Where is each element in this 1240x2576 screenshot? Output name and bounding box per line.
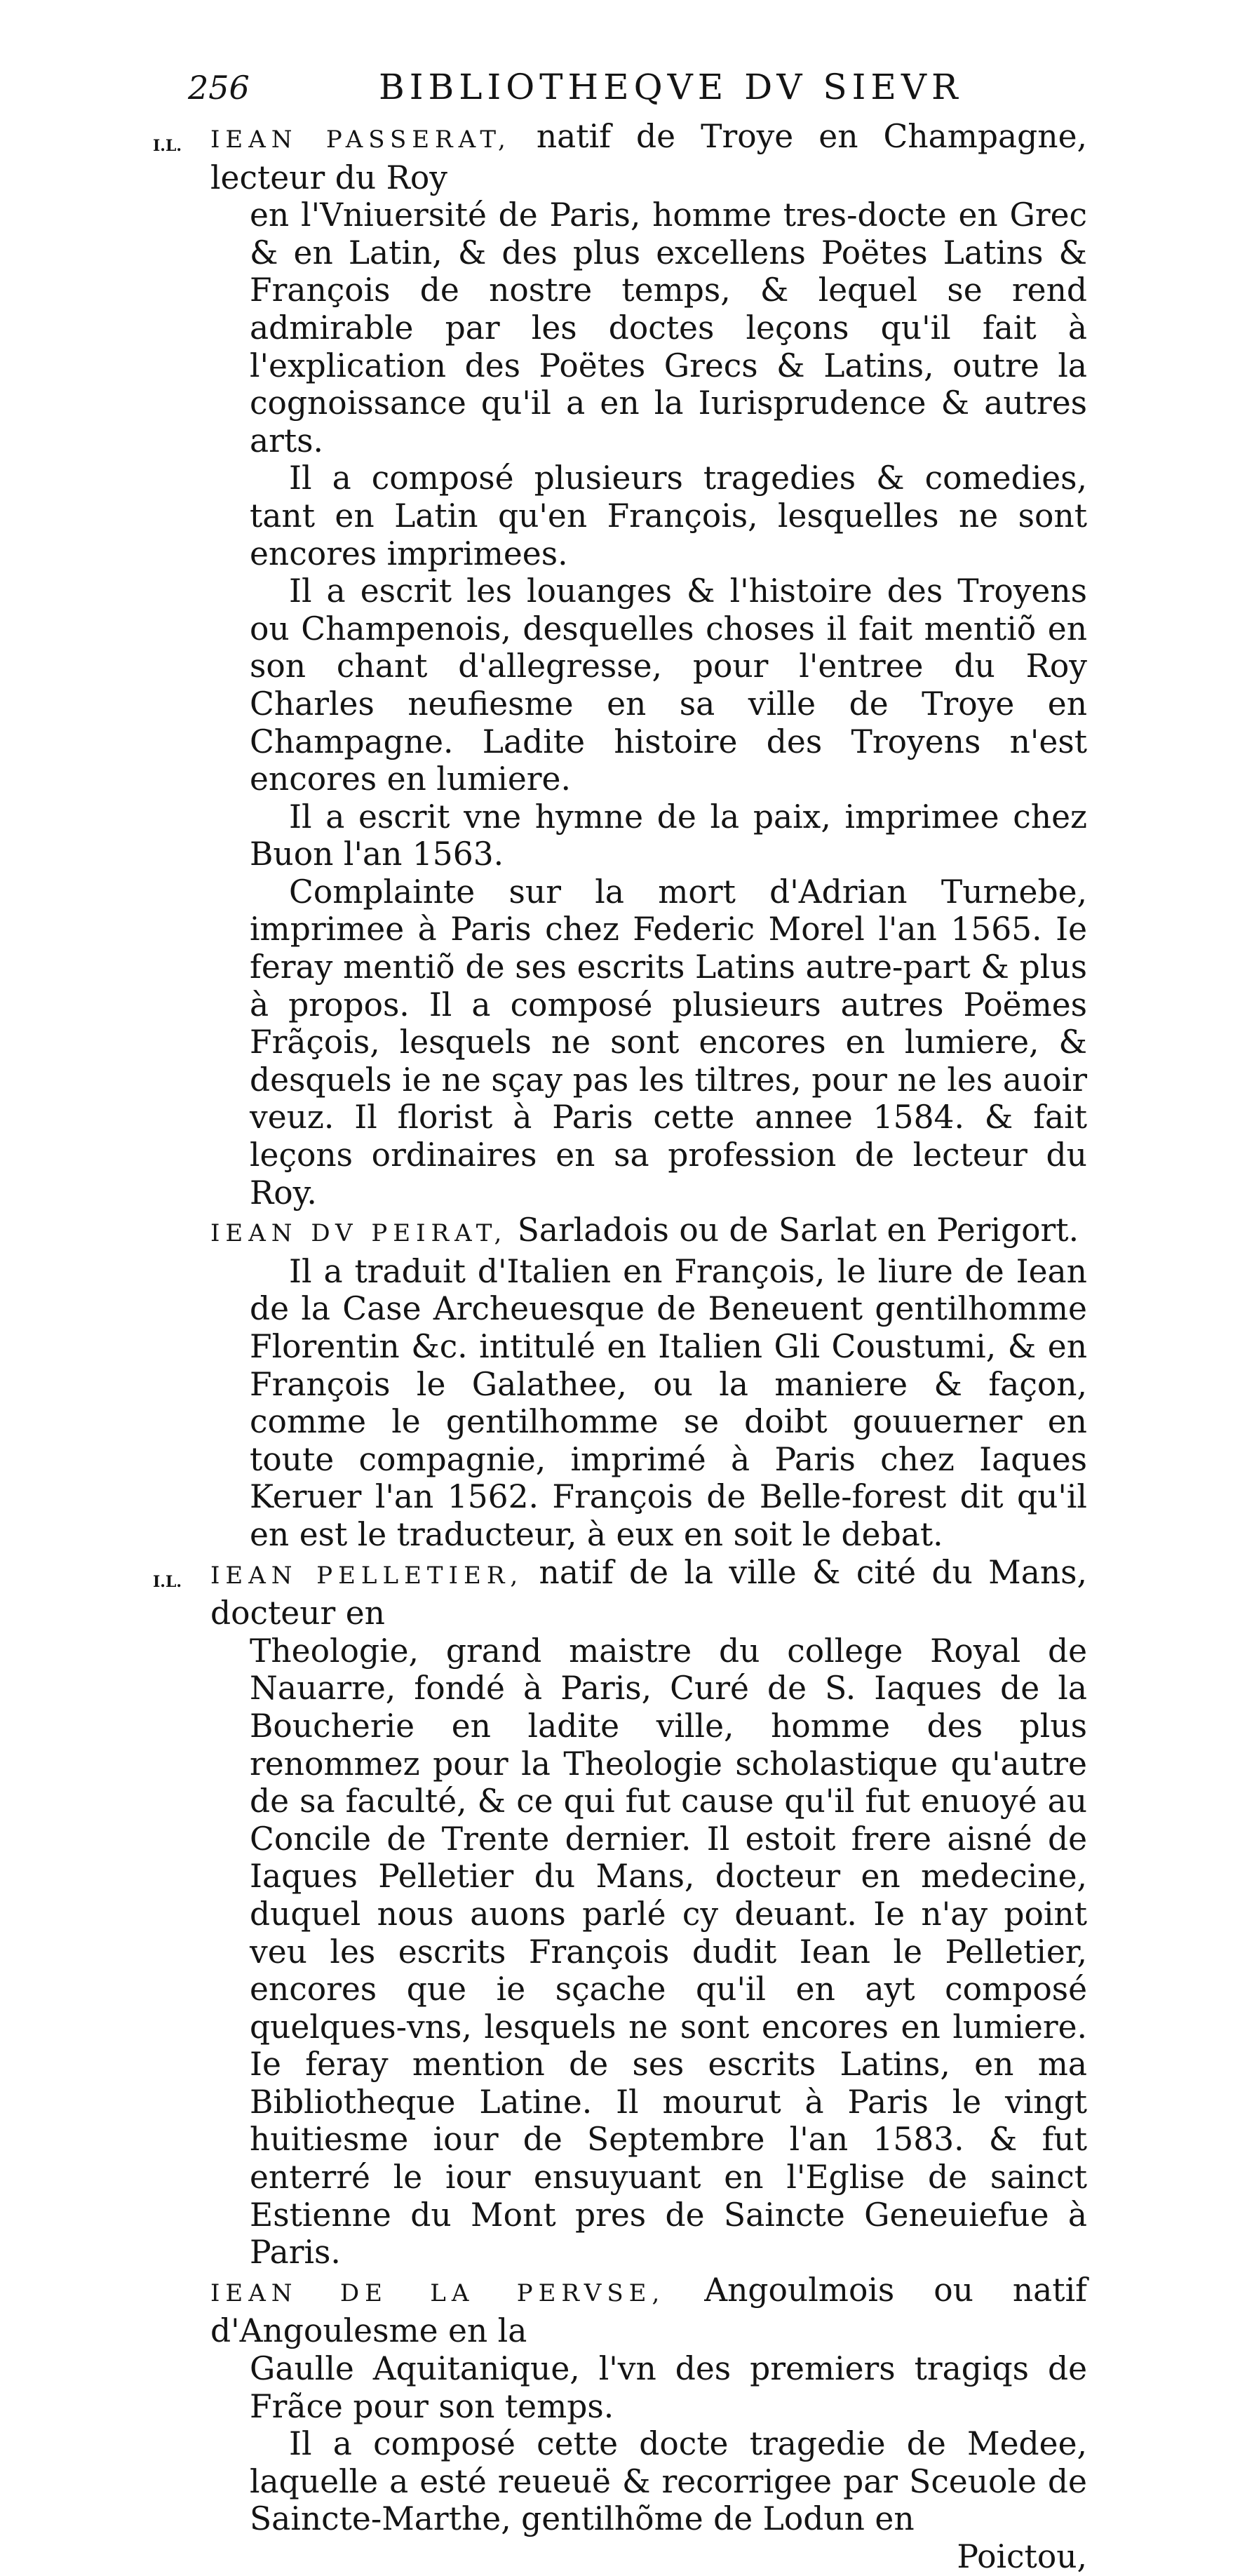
body-text (153, 118, 1088, 2576)
paragraph: Il a composé cette docte tragedie de Medee, laquelle a esté reueuë & recorrigee par Sceuole de Saincte-Marthe, gentilhõme de Lodun en (250, 2425, 1087, 2538)
margin-note: I.L. (153, 137, 182, 155)
author-name: IEAN DE LA PERVSE, (210, 2279, 666, 2307)
paragraph: Il a escrit vne hymne de la paix, imprimee chez Buon l'an 1563. (250, 798, 1087, 873)
author-name: IEAN PASSERAT, (210, 126, 511, 154)
author-name: IEAN DV PEIRAT, (210, 1219, 508, 1248)
paragraph: Il a escrit les louanges & l'histoire des Troyens ou Champenois, desquelles choses il fait mentiõ en son chant d'allegresse, pour l'entree du Roy Charles neufiesme en sa ville de Troye en Champagne. Ladite histoire des Troyens n'est encores en lumiere. (250, 572, 1087, 798)
paragraph: Il a composé plusieurs tragedies & comedies, tant en Latin qu'en François, lesquelles ne sont encores imprimees. (250, 459, 1087, 572)
entry-continuation: en l'Vniuersité de Paris, homme tres-docte en Grec & en Latin, & des plus excellens Poëtes Latins & François de nostre temps, & lequel se rend admirable par les doctes leçons qu'il fait à l'explication des Poëtes Grecs & Latins, outre la cognoissance qu'il a en la Iurisprudence & autres arts. (250, 196, 1087, 459)
margin-note: I.L. (153, 1572, 182, 1591)
entry-description: natif de la ville & cité du Mans, docteur en (210, 1553, 1087, 1632)
page-number: 256 (188, 69, 250, 107)
entry-continuation: Theologie, grand maistre du college Royal de Nauarre, fondé à Paris, Curé de S. Iaques de la Boucherie en ladite ville, homme des plus renommez pour la Theologie scholastique qu'autre de sa faculté, & ce qui fut cause qu'il fut enuoyé au Concile de Trente dernier. Il estoit frere aisné de Iaques Pelletier du Mans, docteur en medecine, duquel nous auons parlé cy deuant. Ie n'ay point veu les escrits François dudit Iean le Pelletier, encores que ie sçache qu'il en ayt composé quelques-vns, lesquels ne sont encores en lumiere. Ie feray mention de ses escrits Latins, en ma Bibliotheque Latine. Il mourut à Paris le vingt huitiesme iour de Septembre l'an 1583. & fut enterré le iour ensuyuant en l'Eglise de sainct Estienne du Mont pres de Saincte Geneuiefue à Paris. (250, 1632, 1087, 2272)
entry-description: Sarladois ou de Sarlat en Perigort. (507, 1212, 1079, 1249)
author-name: IEAN PELLETIER, (210, 1561, 524, 1590)
entry-heading (153, 118, 1088, 196)
entry-description: Angoulmois ou natif d'Angoulesme en la (210, 2271, 1087, 2350)
entry-heading (210, 2272, 1087, 2350)
paragraph: Complainte sur la mort d'Adrian Turnebe, imprimee à Paris chez Federic Morel l'an 1565. Ie feray mentiõ de ses escrits Latins autre-part & plus à propos. Il a composé plusieurs autres Poëmes Frãçois, lesquels ne sont encores en lumiere, & desquels ie ne sçay pas les tiltres, pour ne les auoir veuz. Il florist à Paris cette annee 1584. & fait leçons ordinaires en sa profession de lecteur du Roy. (250, 873, 1087, 1212)
entry-heading (153, 1553, 1087, 1632)
paragraph: Il a traduit d'Italien en François, le liure de Iean de la Case Archeuesque de Beneuent gentilhomme Florentin &c. intitulé en Italien Gli Coustumi, & en François le Galathee, ou la maniere & façon, comme le gentilhomme se doibt gouuerner en toute compagnie, imprimé à Paris chez Iaques Keruer l'an 1562. François de Belle-forest dit qu'il en est le traducteur, à eux en soit le debat. (250, 1252, 1087, 1553)
running-head: BIBLIOTHEQVE DV SIEVR (379, 67, 963, 107)
catchword: Poictou, (957, 2538, 1087, 2575)
entry-description: natif de Troye en Champagne, lecteur du Roy (210, 118, 1088, 196)
entry-continuation: Gaulle Aquitanique, l'vn des premiers tragiqs de Frãce pour son temps. (250, 2350, 1087, 2425)
entry-heading (210, 1212, 1087, 1253)
